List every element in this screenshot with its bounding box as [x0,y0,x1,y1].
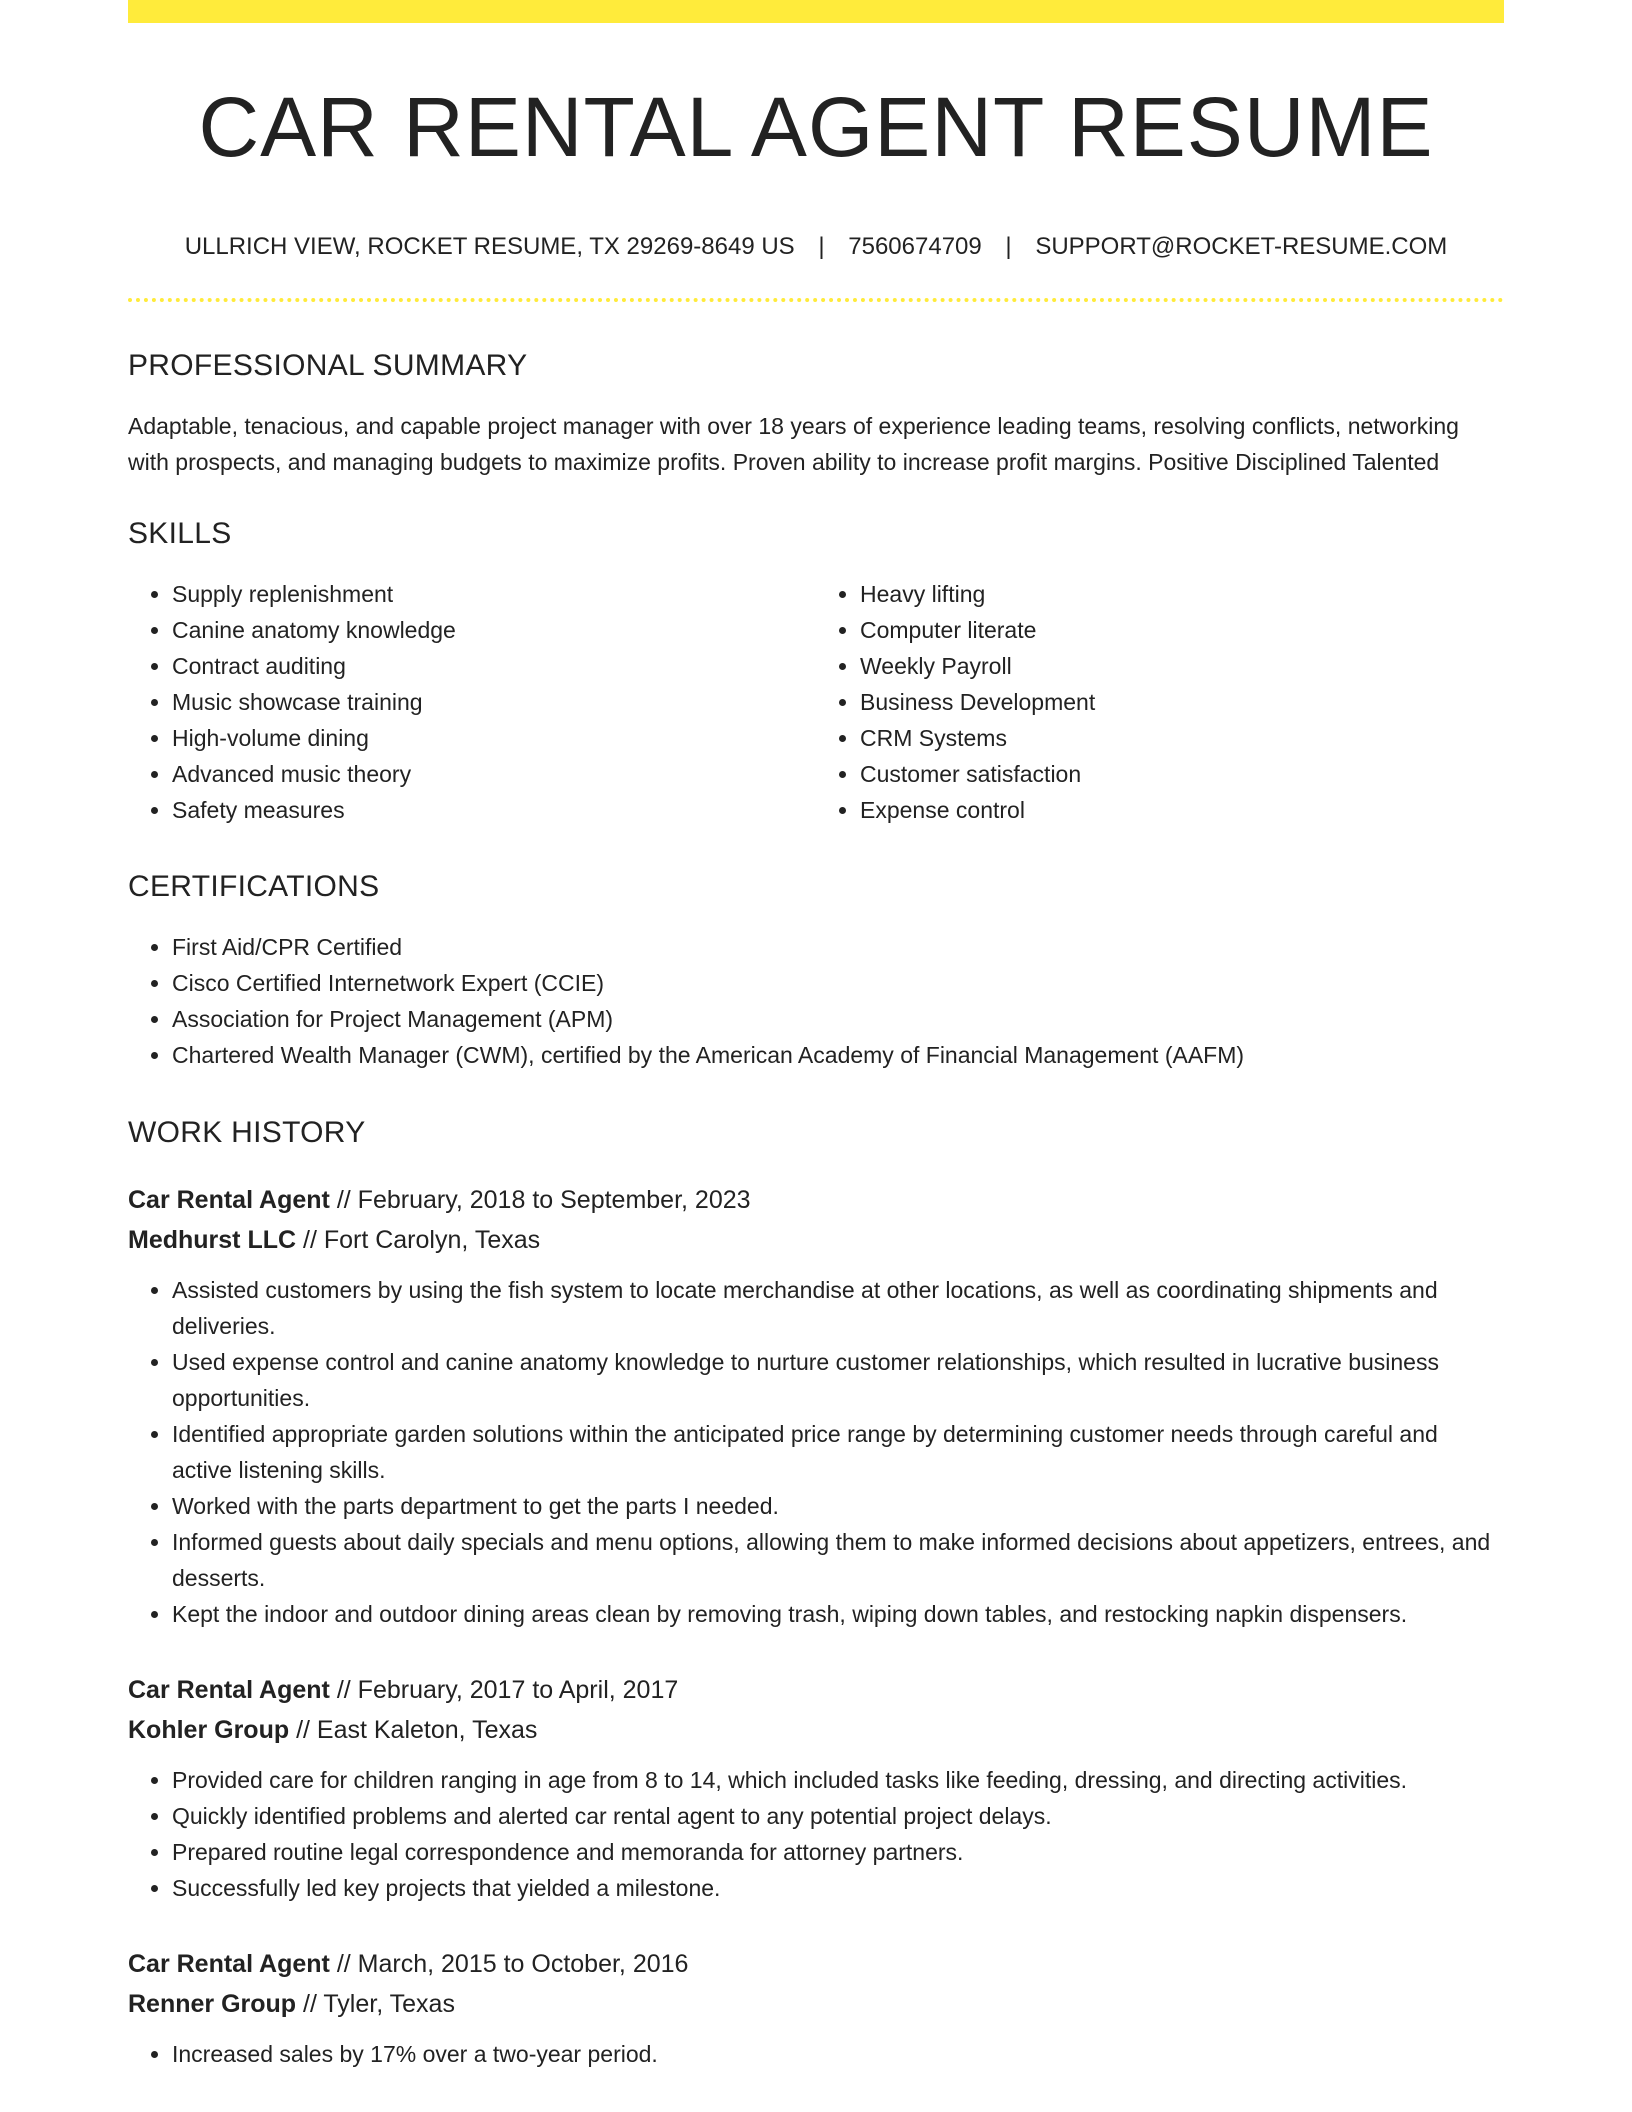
job-bullet: • Informed guests about daily specials and menu options, allowing them to make informed decisions about appetizers, entrees, and desserts. [172,1524,1504,1596]
skill-item: • Music showcase training [172,684,816,720]
job-bullet: • Prepared routine legal correspondence and memoranda for attorney partners. [172,1834,1504,1870]
dotted-divider [128,298,1504,302]
skill-item: • Supply replenishment [172,576,816,612]
job-company: Kohler Group [128,1716,290,1744]
job-bullet: • Quickly identified problems and alerted car rental agent to any potential project delays. [172,1798,1504,1834]
job-entry [128,1944,1504,2072]
certification-item: • Cisco Certified Internetwork Expert (CCIE) [172,965,1504,1001]
job-dates: // February, 2018 to September, 2023 [336,1186,751,1214]
job-bullet: • Used expense control and canine anatomy knowledge to nurture customer relationships, which resulted in lucrative business opportunities. [172,1344,1504,1416]
skill-item: • Customer satisfaction [860,756,1504,792]
skill-item: • Expense control [860,792,1504,828]
skill-item: • Computer literate [860,612,1504,648]
skill-item: • CRM Systems [860,720,1504,756]
contact-line [128,235,1504,259]
job-entry [128,1180,1504,1632]
job-title-line [128,1944,1504,1984]
certifications-list [128,929,1504,1073]
contact-separator: | [818,233,825,260]
skill-item: • Canine anatomy knowledge [172,612,816,648]
job-location: // East Kaleton, Texas [296,1716,538,1744]
skills-right-list [816,576,1504,828]
job-location: // Fort Carolyn, Texas [303,1226,541,1254]
certification-item: • Chartered Wealth Manager (CWM), certified by the American Academy of Financial Management (AAFM) [172,1037,1504,1073]
skills-columns [128,576,1504,828]
skills-left-list [128,576,816,828]
resume-title: CAR RENTAL AGENT RESUME [198,80,1434,174]
summary-text: Adaptable, tenacious, and capable project manager with over 18 years of experience leading teams, resolving conflicts, networking with prospects, and managing budgets to maximize profits. Proven ability to increase profit margins. Positive Disciplined Talented [128,413,1459,475]
job-bullets [128,2036,1504,2072]
job-bullet: • Increased sales by 17% over a two-year period. [172,2036,1504,2072]
job-bullets [128,1272,1504,1632]
job-bullet: • Provided care for children ranging in age from 8 to 14, which included tasks like feeding, dressing, and directing activities. [172,1762,1504,1798]
job-entry [128,1670,1504,1906]
skill-item: • Heavy lifting [860,576,1504,612]
skill-item: • Contract auditing [172,648,816,684]
contact-separator: | [1005,233,1012,260]
job-company-line [128,1710,1504,1750]
work-history-heading: WORK HISTORY [128,1116,366,1149]
summary-heading: PROFESSIONAL SUMMARY [128,349,528,382]
job-bullet: • Assisted customers by using the fish system to locate merchandise at other locations, as well as coordinating shipments and deliveries. [172,1272,1504,1344]
top-accent-bar [128,0,1504,23]
job-company-line [128,1984,1504,2024]
job-title-line [128,1670,1504,1710]
job-company: Renner Group [128,1990,297,2018]
skill-item: • High-volume dining [172,720,816,756]
job-company: Medhurst LLC [128,1226,297,1254]
job-title-line [128,1180,1504,1220]
skills-heading: SKILLS [128,517,232,550]
certification-item: • Association for Project Management (APM) [172,1001,1504,1037]
job-title: Car Rental Agent [128,1676,330,1704]
job-company-line [128,1220,1504,1260]
job-bullet: • Successfully led key projects that yielded a milestone. [172,1870,1504,1906]
job-location: // Tyler, Texas [303,1990,455,2018]
skill-item: • Safety measures [172,792,816,828]
job-bullet: • Kept the indoor and outdoor dining areas clean by removing trash, wiping down tables, and restocking napkin dispensers. [172,1596,1504,1632]
job-title: Car Rental Agent [128,1186,330,1214]
certifications-heading: CERTIFICATIONS [128,870,380,903]
resume-page [128,0,1504,2072]
skill-item: • Advanced music theory [172,756,816,792]
skill-item: • Weekly Payroll [860,648,1504,684]
job-dates: // March, 2015 to October, 2016 [336,1950,689,1978]
job-dates: // February, 2017 to April, 2017 [336,1676,679,1704]
email: SUPPORT@ROCKET-RESUME.COM [1035,233,1448,260]
phone: 7560674709 [848,233,982,260]
job-bullet: • Identified appropriate garden solutions within the anticipated price range by determining customer needs through careful and active listening skills. [172,1416,1504,1488]
certification-item: • First Aid/CPR Certified [172,929,1504,965]
job-title: Car Rental Agent [128,1950,330,1978]
address: ULLRICH VIEW, ROCKET RESUME, TX 29269-8649 US [184,233,795,260]
skill-item: • Business Development [860,684,1504,720]
job-bullets [128,1762,1504,1906]
job-bullet: • Worked with the parts department to get the parts I needed. [172,1488,1504,1524]
